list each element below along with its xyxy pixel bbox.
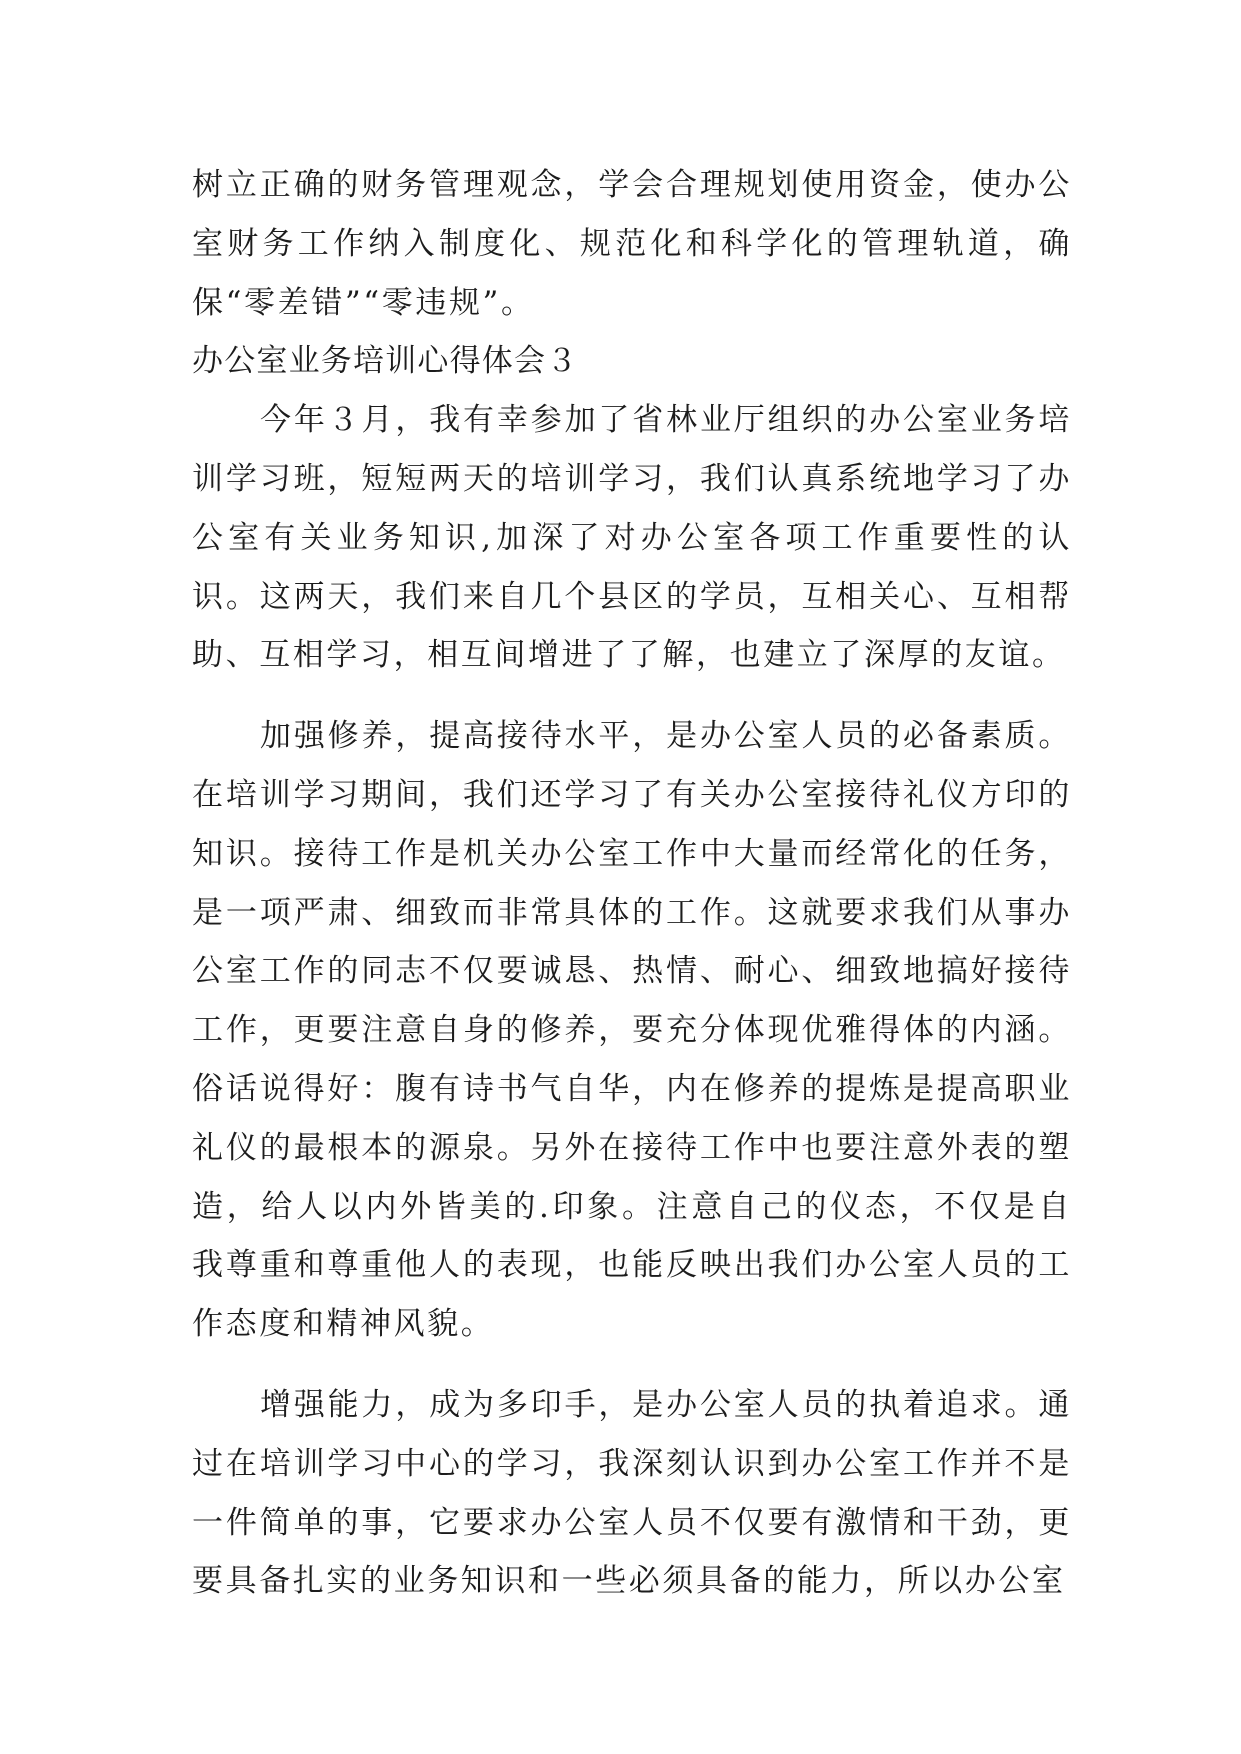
body-paragraph: 增强能力，成为多印手，是办公室人员的执着追求。通过在培训学习中心的学习，我深刻认识到办公室工作并不是一件简单的事，它要求办公室人员不仅要有激情和干劲，更要具备扎实的业务知识和一些必须具备的能力，所以办公室: [192, 1386, 1072, 1600]
section-title: 办公室业务培训心得体会３: [192, 343, 579, 380]
continuation-paragraph: 树立正确的财务管理观念，学会合理规划使用资金，使办公室财务工作纳入制度化、规范化和科学化的管理轨道，确保“零差错”“零违规”。: [192, 167, 1072, 321]
document-body: [192, 156, 1072, 1611]
body-paragraph: 今年３月，我有幸参加了省林业厅组织的办公室业务培训学习班，短短两天的培训学习，我们认真系统地学习了办公室有关业务知识,加深了对办公室各项工作重要性的认识。这两天，我们来自几个县区的学员，互相关心、互相帮助、互相学习，相互间增进了了解，也建立了深厚的友谊。: [192, 402, 1072, 674]
body-paragraph: 加强修养，提高接待水平，是办公室人员的必备素质。在培训学习期间，我们还学习了有关办公室接待礼仪方印的知识。接待工作是机关办公室工作中大量而经常化的任务，是一项严肃、细致而非常具体的工作。这就要求我们从事办公室工作的同志不仅要诚恳、热情、耐心、细致地搞好接待工作，更要注意自身的修养，要充分体现优雅得体的内涵。俗话说得好：腹有诗书气自华，内在修养的提炼是提高职业礼仪的最根本的源泉。另外在接待工作中也要注意外表的塑造，给人以内外皆美的.印象。注意自己的仪态，不仅是自我尊重和尊重他人的表现，也能反映出我们办公室人员的工作态度和精神风貌。: [192, 718, 1072, 1343]
